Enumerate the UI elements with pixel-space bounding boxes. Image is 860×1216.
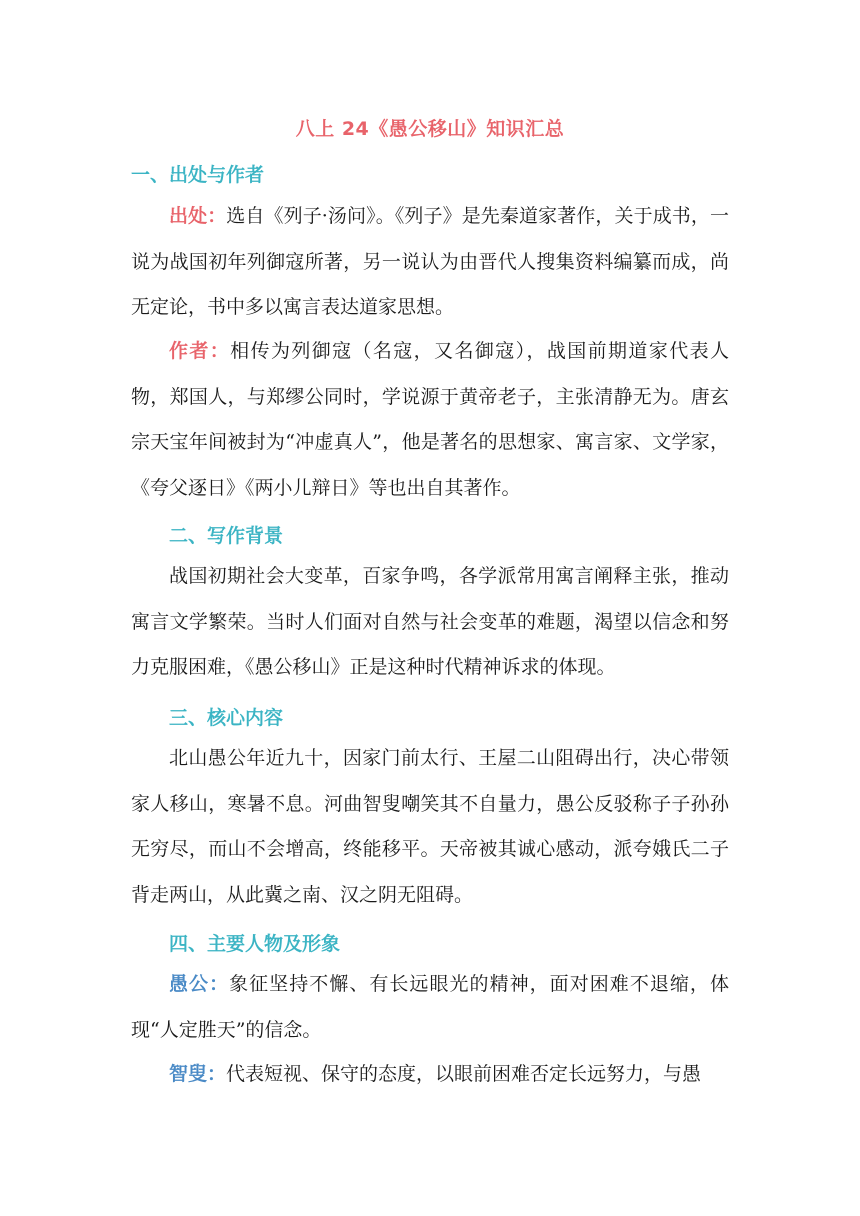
paragraph-source bbox=[131, 194, 729, 331]
text-yugong: 象征坚持不懈、有长远眼光的精神，面对困难不退缩，体现“人定胜天”的信念。 bbox=[131, 973, 729, 1041]
section-heading-core-content: 三、核心内容 bbox=[169, 707, 284, 729]
section-heading-background: 二、写作背景 bbox=[169, 525, 284, 547]
section-heading-characters: 四、主要人物及形象 bbox=[169, 933, 341, 955]
section-heading-source-author: 一、出处与作者 bbox=[131, 164, 265, 186]
text-source: 选自《列子·汤问》。《列子》是先秦道家著作，关于成书，一说为战国初年列御寇所著，另一说认为由晋代人搜集资料编纂而成，尚无定论，书中多以寓言表达道家思想。 bbox=[131, 205, 729, 318]
paragraph-background: 战国初期社会大变革，百家争鸣，各学派常用寓言阐释主张，推动寓言文学繁荣。当时人们面对自然与社会变革的难题，渴望以信念和努力克服困难，《愚公移山》正是这种时代精神诉求的体现。 bbox=[131, 565, 729, 678]
paragraph-zhisou bbox=[131, 1052, 729, 1098]
paragraph-core-content: 北山愚公年近九十，因家门前太行、王屋二山阻碍出行，决心带领家人移山，寒暑不息。河曲智叟嘲笑其不自量力，愚公反驳称子子孙孙无穷尽，而山不会增高，终能移平。天帝被其诚心感动，派夸娥氏二子背走两山，从此冀之南、汉之阴无阻碍。 bbox=[131, 747, 729, 906]
page-title: 八上 24《愚公移山》知识汇总 bbox=[295, 118, 565, 140]
text-author: 相传为列御寇（名寇，又名御寇），战国前期道家代表人物，郑国人，与郑缪公同时，学说源于黄帝老子，主张清静无为。唐玄宗天宝年间被封为“冲虚真人”，他是著名的思想家、寓言家、文学家，《夸父逐日》《两小儿辩日》等也出自其著作。 bbox=[131, 340, 729, 499]
label-yugong: 愚公： bbox=[169, 973, 230, 995]
label-author: 作者： bbox=[169, 340, 231, 362]
label-source: 出处： bbox=[169, 205, 227, 227]
label-zhisou: 智叟： bbox=[169, 1063, 227, 1085]
text-zhisou: 代表短视、保守的态度，以眼前困难否定长远努力，与愚 bbox=[226, 1063, 702, 1085]
paragraph-yugong bbox=[131, 962, 729, 1053]
paragraph-author bbox=[131, 329, 729, 511]
